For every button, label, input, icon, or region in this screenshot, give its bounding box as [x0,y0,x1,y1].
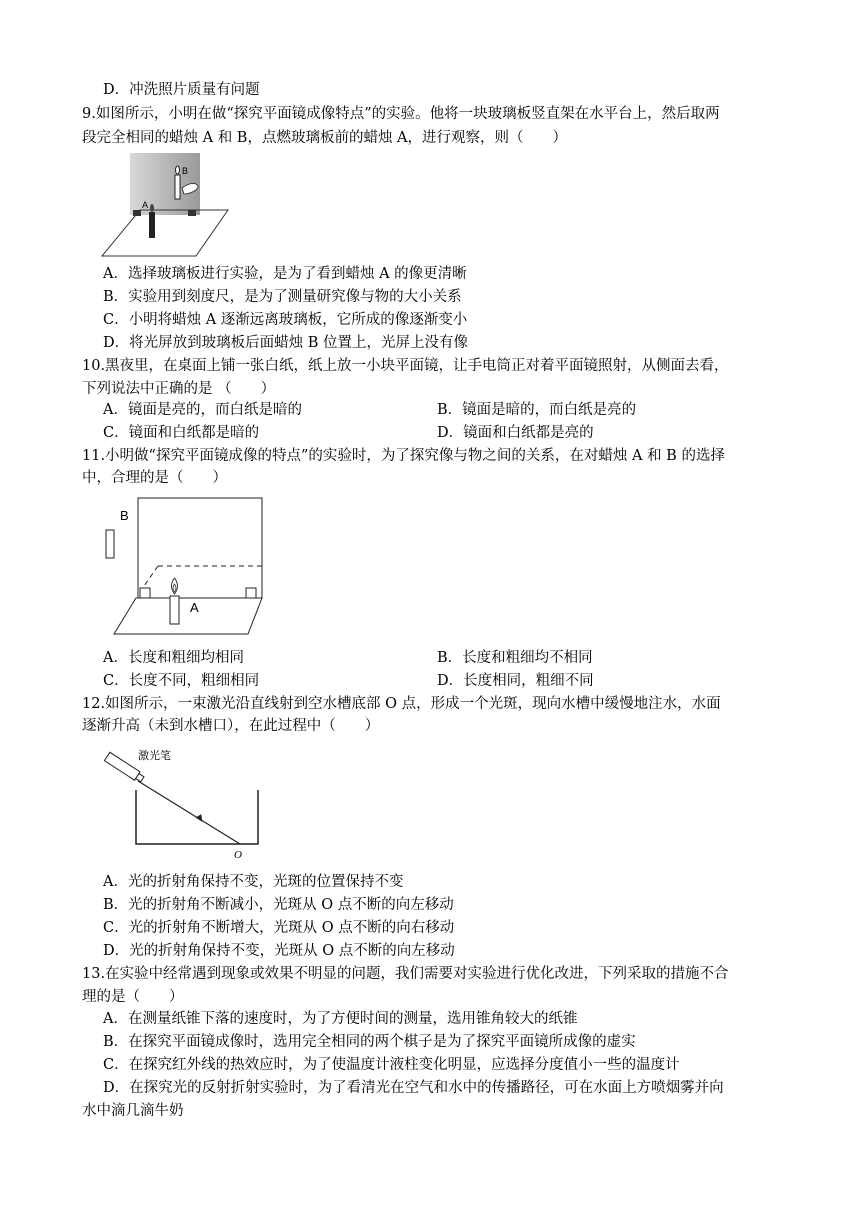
q10-option-d: D．镜面和白纸都是亮的 [437,425,594,441]
q12-option-c: C．光的折射角不断增大，光斑从 O 点不断的向右移动 [103,920,455,936]
q11-figure [100,492,280,642]
q10-stem-line1: 10.黑夜里，在桌面上铺一张白纸，纸上放一小块平面镜，让手电筒正对着平面镜照射，从侧面去看， [82,358,729,374]
svg-text:O: O [234,849,242,861]
laser-beam [138,781,240,844]
q13-stem-line1: 13.在实验中经常遇到现象或效果不明显的问题，我们需要对实验进行优化改进，下列采取的措施不合 [82,966,729,982]
q8-option-d: D．冲洗照片质量有问题 [103,82,260,98]
q9-option-c: C．小明将蜡烛 A 逐渐远离玻璃板，它所成的像逐渐变小 [103,312,468,328]
svg-text:B: B [182,166,189,176]
q11-option-b: B．长度和粗细均不相同 [437,650,593,666]
table-plane-icon [114,598,262,634]
q12-stem-line1: 12.如图所示，一束激光沿直线射到空水槽底部 O 点，形成一个光斑，现向水槽中缓慢地注水，水面 [82,696,721,712]
q11-stem-line1: 11.小明做“探究平面镜成像的特点”的实验时，为了探究像与物之间的关系，在对蜡烛 A 和 B 的选择 [82,448,725,464]
q9-figure [100,150,230,258]
candle-a-icon [149,212,155,238]
q13-option-b: B．在探究平面镜成像时，选用完全相同的两个棋子是为了探究平面镜所成像的虚实 [103,1034,636,1050]
table-plane-icon [102,210,228,256]
q9-stem-line1: 9.如图所示，小明在做“探究平面镜成像特点”的实验。他将一块玻璃板竖直架在水平台上，然后取两 [82,106,720,122]
q11-stem-line2: 中，合理的是（ ） [82,470,227,486]
q13-stem-line2: 理的是（ ） [82,989,184,1005]
q12-option-d: D．光的折射角保持不变，光斑从 O 点不断的向左移动 [103,943,455,959]
q11-option-c: C．长度不同，粗细相同 [103,673,260,689]
q13-option-c: C．在探究红外线的热效应时，为了使温度计液柱变化明显，应选择分度值小一些的温度计 [103,1057,680,1073]
q12-option-b: B．光的折射角不断减小，光斑从 O 点不断的向左移动 [103,897,454,913]
svg-text:A: A [190,600,199,615]
q11-option-d: D．长度相同，粗细不同 [437,673,594,689]
candle-b-icon [106,530,114,558]
glass-plate-icon [138,498,262,598]
q13-option-a: A．在测量纸锥下落的速度时，为了方便时间的测量，选用锥角较大的纸锥 [103,1011,578,1027]
svg-text:A: A [142,200,149,210]
svg-text:B: B [120,508,129,523]
candle-a-icon [170,596,179,624]
q12-option-a: A．光的折射角保持不变，光斑的位置保持不变 [103,874,404,890]
q10-option-c: C．镜面和白纸都是暗的 [103,425,260,441]
q12-stem-line2: 逐渐升高（未到水槽口），在此过程中（ ） [82,718,380,734]
q11-option-a: A．长度和粗细均相同 [103,650,244,666]
q10-stem-line2: 下列说法中正确的是 （ ） [82,381,276,397]
q9-option-b: B．实验用到刻度尺，是为了测量研究像与物的大小关系 [103,289,462,305]
q9-stem-line2: 段完全相同的蜡烛 A 和 B，点燃玻璃板前的蜡烛 A，进行观察，则（ ） [82,130,568,146]
q13-option-d: D．在探究光的反射折射实验时，为了看清光在空气和水中的传播路径，可在水面上方喷烟雾并向 [103,1080,724,1096]
q9-option-a: A．选择玻璃板进行实验，是为了看到蜡烛 A 的像更清晰 [103,266,467,282]
q13-option-d-cont: 水中滴几滴牛奶 [82,1103,184,1119]
svg-text:激光笔: 激光笔 [138,749,171,762]
q10-option-b: B．镜面是暗的，而白纸是亮的 [437,402,637,418]
q12-figure [100,744,270,864]
q10-option-a: A．镜面是亮的，而白纸是暗的 [103,402,302,418]
q9-option-d: D．将光屏放到玻璃板后面蜡烛 B 位置上，光屏上没有像 [103,335,468,351]
